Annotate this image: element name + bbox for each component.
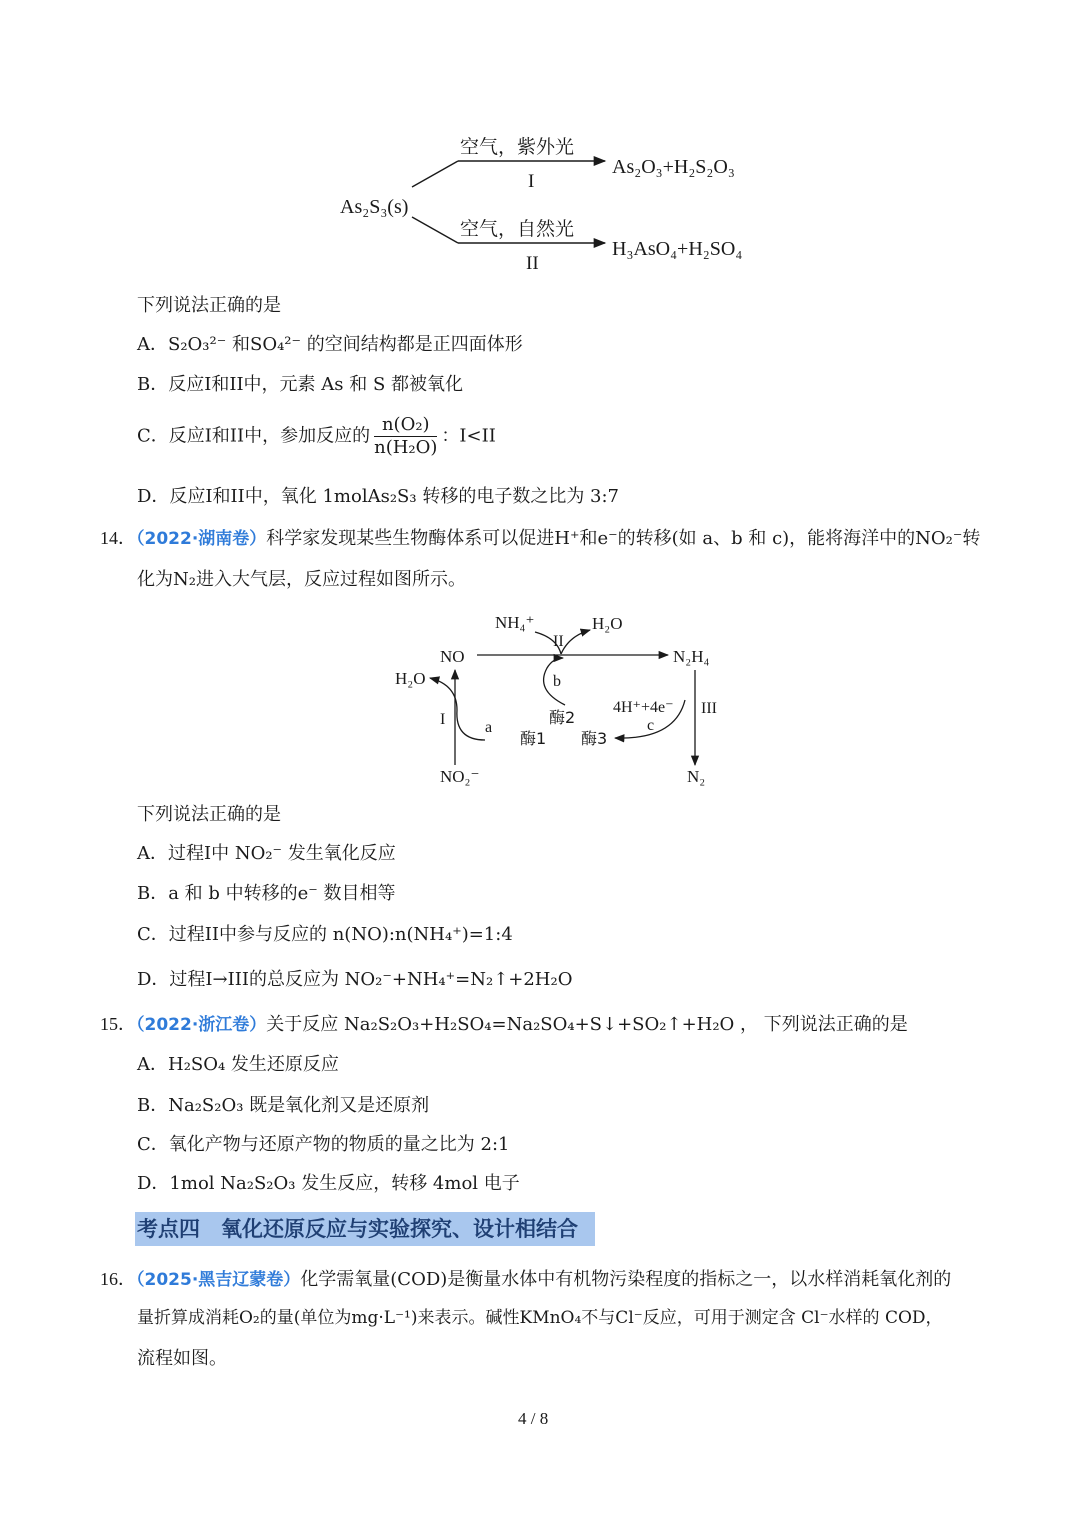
- condition-top: 空气，紫外光: [460, 136, 575, 158]
- q14-text-1: 科学家发现某些生物酶体系可以促进H⁺和e⁻的转移(如 a、b 和 c)，能将海洋中的NO₂⁻转: [266, 528, 981, 549]
- q14-number: 14．: [100, 528, 136, 548]
- page-number: 4 / 8: [518, 1409, 549, 1428]
- roman-label-top: I: [528, 171, 535, 192]
- q14-line2: 化为N₂进入大气层，反应过程如图所示。: [137, 569, 466, 590]
- q13-option-c: [137, 414, 496, 459]
- q16-line3: 流程如图。: [137, 1348, 227, 1369]
- reaction-branch-diagram: [330, 125, 790, 285]
- q15-source-tag: （2022·浙江卷）: [136, 1015, 267, 1035]
- q14-option-c: C．过程II中参与反应的 n(NO):n(NH₄⁺)=1:4: [137, 924, 513, 945]
- label-no2: NO₂⁻: [440, 767, 480, 786]
- q13-option-a-formula: S₂O₃²⁻: [168, 334, 227, 355]
- q15-line1: [100, 1012, 908, 1037]
- label-enzyme-2: 酶2: [549, 708, 576, 727]
- q16-source-tag: （2025·黑吉辽蒙卷）: [136, 1270, 301, 1290]
- label-nh4: NH₄⁺: [495, 613, 535, 632]
- label-n2h4: N₂H₄: [673, 647, 710, 666]
- q13-option-a: [137, 333, 523, 357]
- mole-ratio-fraction: [374, 414, 437, 459]
- q15-number: 15．: [100, 1014, 136, 1034]
- label-b: b: [553, 673, 561, 690]
- label-a: a: [485, 719, 493, 736]
- q14-source-tag: （2022·湖南卷）: [136, 529, 267, 549]
- label-roman-2: II: [553, 633, 564, 650]
- q13-option-b: B．反应I和II中，元素 As 和 S 都被氧化: [137, 374, 464, 395]
- label-no: NO: [440, 647, 465, 666]
- fraction-denominator: n(H₂O): [374, 437, 438, 458]
- branch-line-bottom: [412, 217, 458, 243]
- label-enzyme-3: 酶3: [581, 729, 608, 748]
- curve-h2o-top: [561, 630, 590, 654]
- label-roman-1: I: [440, 711, 446, 728]
- label-h2o-top: H₂O: [592, 614, 623, 633]
- reactant-label: As₂S₃(s): [340, 196, 409, 218]
- q16-line2: 量折算成消耗O₂的量(单位为mg·L⁻¹)来表示。碱性KMnO₄不与Cl⁻反应，可用于测定含 Cl⁻水样的 COD，: [137, 1308, 943, 1328]
- q13-option-c-suffix: ：I<II: [441, 425, 496, 447]
- q15-option-d: D．1mol Na₂S₂O₃ 发生反应，转移 4mol 电子: [137, 1173, 520, 1194]
- q13-option-a-text: 和SO₄²⁻ 的空间结构都是正四面体形: [231, 334, 523, 355]
- q13-option-c-prefix: C．反应I和II中，参加反应的: [137, 425, 371, 447]
- product-top: As₂O₃+H₂S₂O₃: [612, 156, 735, 178]
- q16-text-1: 化学需氧量(COD)是衡量水体中有机物污染程度的指标之一，以水样消耗氧化剂的: [300, 1269, 952, 1290]
- q14-option-b: B．a 和 b 中转移的e⁻ 数目相等: [137, 883, 396, 904]
- q15-option-a: A．H₂SO₄ 发生还原反应: [137, 1054, 339, 1075]
- q15-option-c: C．氧化产物与还原产物的物质的量之比为 2:1: [137, 1134, 510, 1155]
- q15-text-1: 关于反应 Na₂S₂O₃+H₂SO₄=Na₂SO₄+S↓+SO₂↑+H₂O ， 下列说法正确的是: [266, 1014, 908, 1035]
- product-bottom: H₃AsO₄+H₂SO₄: [612, 238, 743, 260]
- label-h-e: 4H⁺+4e⁻: [613, 699, 674, 716]
- label-roman-3: III: [701, 700, 717, 717]
- q16-number: 16．: [100, 1269, 136, 1289]
- branch-line-top: [412, 161, 458, 187]
- section-heading: 考点四 氧化还原反应与实验探究、设计相结合: [137, 1217, 578, 1241]
- curve-h2o-left: [430, 678, 485, 740]
- q14-line1: [100, 526, 980, 551]
- roman-label-bottom: II: [526, 253, 539, 274]
- fraction-numerator: n(O₂): [374, 414, 437, 437]
- q15-option-b: B．Na₂S₂O₃ 既是氧化剂又是还原剂: [137, 1095, 430, 1116]
- label-c: c: [647, 717, 655, 734]
- q13-option-a-prefix: A．: [137, 334, 168, 355]
- label-h2o-left: H₂O: [395, 669, 426, 688]
- q16-line1: [100, 1267, 951, 1292]
- condition-bottom: 空气，自然光: [460, 218, 575, 240]
- q13-stem: 下列说法正确的是: [137, 295, 281, 316]
- enzyme-process-diagram: [385, 600, 735, 800]
- q14-option-d: D．过程I→III的总反应为 NO₂⁻+NH₄⁺=N₂↑+2H₂O: [137, 969, 573, 990]
- q14-option-a: A．过程I中 NO₂⁻ 发生氧化反应: [137, 843, 396, 864]
- q14-stem: 下列说法正确的是: [137, 804, 281, 825]
- label-enzyme-1: 酶1: [520, 729, 547, 748]
- q13-option-d: D．反应I和II中，氧化 1molAs₂S₃ 转移的电子数之比为 3:7: [137, 486, 620, 507]
- label-n2: N₂: [687, 767, 706, 786]
